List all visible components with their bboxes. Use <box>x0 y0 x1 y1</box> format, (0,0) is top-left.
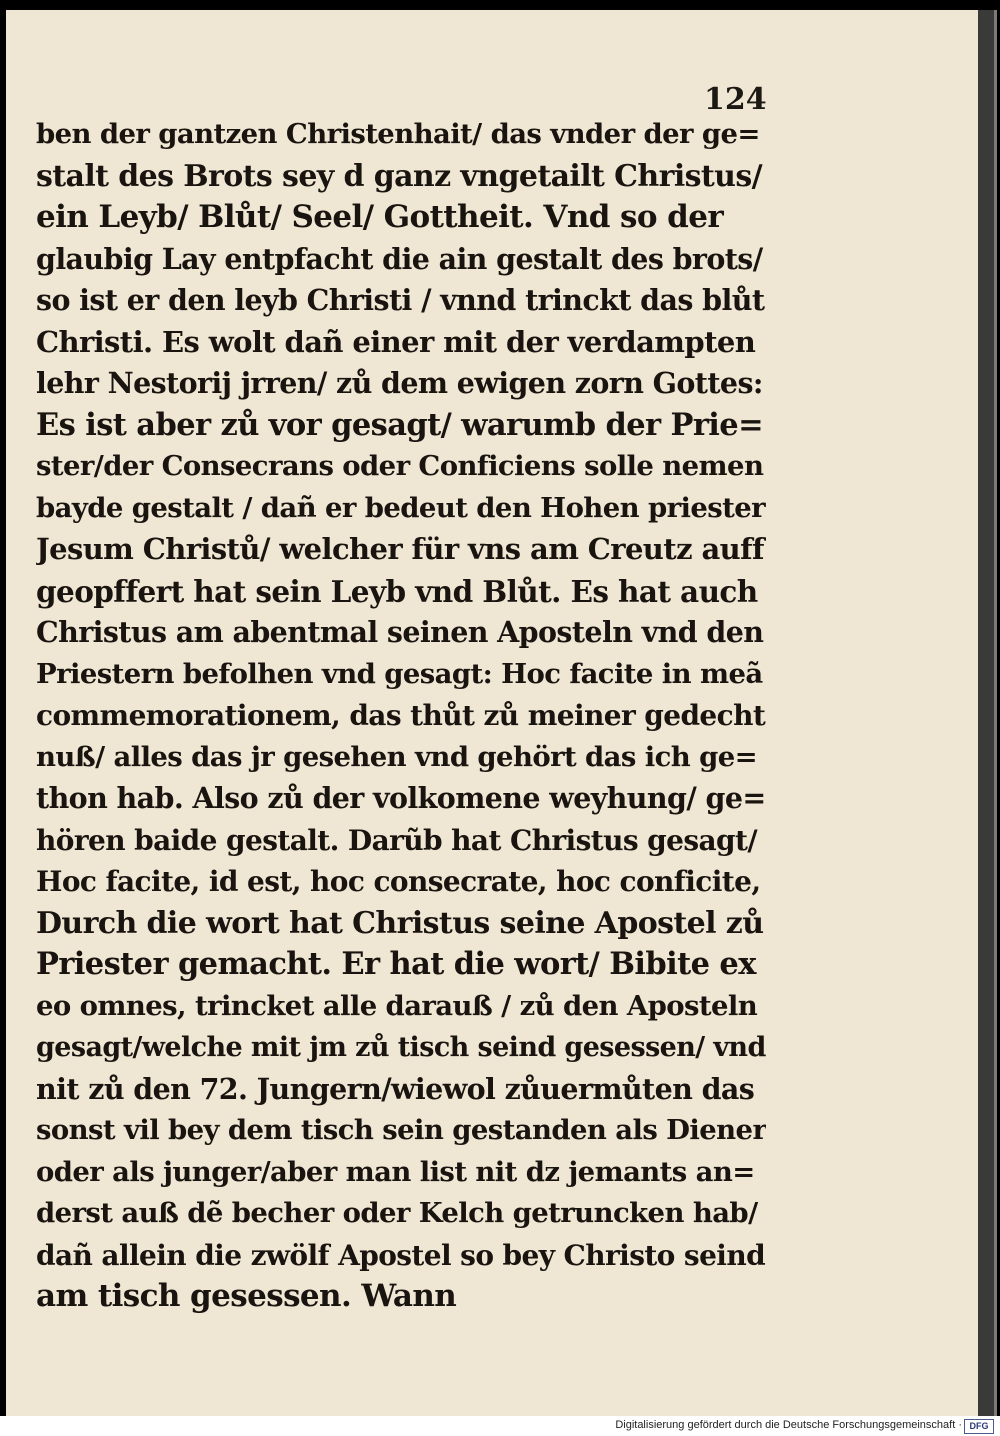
text-line: dañ allein die zwölf Apostel so bey Christo seind <box>36 1238 766 1272</box>
text-line: Jesum Christů/ welcher für vns am Creutz auff <box>36 532 764 566</box>
book-page <box>6 10 978 1416</box>
text-line: glaubig Lay entpfacht die ain gestalt des brots/ <box>36 241 763 276</box>
text-line: Durch die wort hat Christus seine Apostel zů <box>36 905 764 941</box>
text-line: am tisch gesessen. Wann <box>36 1278 457 1314</box>
text-line: nit zů den 72. Jungern/wiewol zůuermůten das <box>36 1071 755 1106</box>
footer-bar <box>0 1416 1000 1436</box>
text-line: nuß/ alles das jr gesehen vnd gehört das ich ge= <box>36 740 758 773</box>
text-line: ein Leyb/ Blůt/ Seel/ Gottheit. Vnd so der <box>36 199 724 235</box>
text-line: Christus am abentmal seinen Aposteln vnd den <box>36 615 764 649</box>
text-line: eo omnes, trincket alle darauß / zů den Aposteln <box>36 989 758 1022</box>
text-line: Priestern befolhen vnd gesagt: Hoc facite in meã <box>36 657 763 690</box>
text-line: gesagt/welche mit jm zů tisch seind gesessen/ vnd <box>36 1032 766 1063</box>
text-line: Priester gemacht. Er hat die wort/ Bibite ex <box>36 946 756 982</box>
text-line: ben der gantzen Christenhait/ das vnder der ge= <box>36 118 760 150</box>
text-line: hören baide gestalt. Darũb hat Christus gesagt/ <box>36 823 757 857</box>
page-text <box>36 114 766 1318</box>
text-line: lehr Nestorij jrren/ zů dem ewigen zorn Gottes: <box>36 366 763 400</box>
text-line: geopffert hat sein Leyb vnd Blůt. Es hat auch <box>36 573 758 609</box>
text-line: derst auß dẽ becher oder Kelch getruncken hab/ <box>36 1197 758 1229</box>
text-line: ster/der Consecrans oder Conficiens solle nemen <box>36 450 764 482</box>
text-line: so ist er den leyb Christi / vnnd trinckt das blůt <box>36 283 765 317</box>
text-line: Christi. Es wolt dañ einer mit der verdampten <box>36 324 756 359</box>
text-line: sonst vil bey dem tisch sein gestanden als Diener <box>36 1114 766 1146</box>
text-line: oder als junger/aber man list nit dz jemants an= <box>36 1155 755 1188</box>
page-edge <box>978 10 994 1416</box>
text-line: commemorationem, das thůt zů meiner gedecht <box>36 699 766 732</box>
funding-credit: Digitalisierung gefördert durch die Deutsche Forschungsgemeinschaft · <box>615 1419 962 1431</box>
text-line: thon hab. Also zů der volkomene weyhung/ ge= <box>36 781 766 815</box>
page-number: 124 <box>704 82 767 117</box>
text-line: stalt des Brots sey d ganz vngetailt Christus/ <box>36 158 763 194</box>
page-edge-highlight <box>994 10 997 1416</box>
text-line: bayde gestalt / dañ er bedeut den Hohen priester <box>36 491 765 524</box>
dfg-logo-icon: DFG <box>964 1419 994 1434</box>
text-line: Hoc facite, id est, hoc consecrate, hoc conficite, <box>36 865 761 898</box>
text-line: Es ist aber zů vor gesagt/ warumb der Prie= <box>36 406 764 443</box>
